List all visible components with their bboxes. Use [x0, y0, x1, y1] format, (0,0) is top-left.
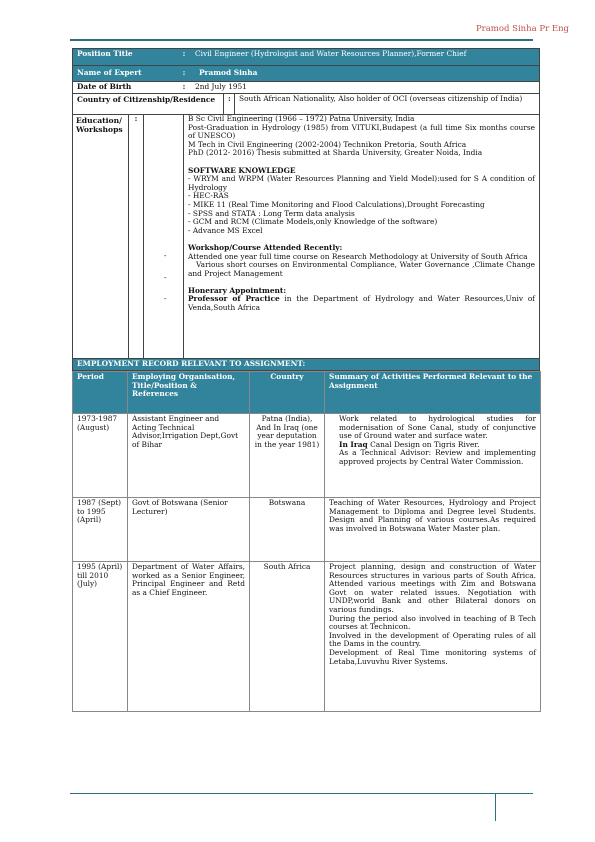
position-title-label: Position Title — [77, 49, 133, 58]
software-item: - GCM and RCM (Climate Models,only Knowledge of the software) — [188, 217, 438, 227]
software-item: - SPSS and STATA : Long Term data analysis — [188, 208, 355, 218]
date-of-birth-colon: : — [182, 82, 186, 91]
row-summary — [325, 414, 541, 498]
expert-name-label: Name of Expert — [77, 68, 142, 77]
software-item: - Advance MS Excel — [188, 225, 263, 235]
education-line: M Tech in Civil Engineering (2002-2004) Technikon Pretoria, South Africa — [188, 139, 467, 149]
column-header-summary: Summary of Activities Performed Relevant to the Assignment — [325, 372, 541, 414]
header-rule — [70, 39, 533, 41]
education-label: Education/Workshops — [73, 115, 129, 358]
honorary-heading: Honerary Appointment: — [188, 285, 287, 295]
row-period: 1973-1987 (August) — [73, 414, 128, 498]
expert-name-value: Pramod Sinha — [199, 68, 258, 77]
row-period: 1987 (Sept) to 1995 (April) — [73, 498, 128, 562]
employment-table-header — [73, 372, 541, 414]
workshop-bullet-2: - — [164, 273, 167, 282]
table-row — [73, 562, 541, 712]
workshop-bullet-1: - — [164, 251, 167, 260]
position-title-value: Civil Engineer (Hydrologist and Water Resources Planner),Former Chief — [195, 49, 467, 58]
education-line: Post-Graduation in Hydrology (1985) from VITUKI,Budapest (a full time Six months course of UNESCO) — [188, 122, 535, 141]
position-title-row — [72, 48, 540, 66]
workshop-item: Various short courses on Environmental Compliance, Water Governance ,Climate Change and Project Management — [188, 260, 535, 278]
summary-paragraph: As a Technical Advisor: Review and implementing approved projects by Central Water Commission. — [339, 448, 536, 466]
summary-text: Canal Design on Tigris River. — [367, 439, 480, 449]
summary-paragraph: Work related to hydrological studies for modernisation of Sone Canal, study of conjunctive use of Ground water and surface water. — [339, 414, 536, 441]
header-author-name: Pramod Sinha Pr Eng — [475, 24, 569, 34]
workshop-item: Attended one year full time course on Research Methodology at University of South Africa — [188, 251, 528, 261]
row-period: 1995 (April) till 2010 (July) — [73, 562, 128, 712]
position-title-colon: : — [182, 49, 186, 58]
expert-name-row — [72, 66, 540, 82]
workshop-bullet-3: - — [164, 294, 167, 303]
row-organisation: Department of Water Affairs, worked as a Senior Engineer, Principal Engineer and Retd as a Chief Engineer. — [128, 562, 250, 712]
row-organisation: Assistant Engineer and Acting Technical Advisor,Irrigation Dept,Govt of Bihar — [128, 414, 250, 498]
summary-paragraph: During the period also involved in teaching of B Tech courses at Technicon. — [329, 613, 536, 632]
footer-divider — [495, 793, 496, 821]
summary-paragraph: Project planning, design and construction of Water Resources structures in various parts of South Africa. Attended various meetings with Zim and Botswana Govt on water related issues. Negotiation with UNDP,world Bank and other Bilateral donors on various fundings. — [329, 562, 536, 614]
workshop-heading: Workshop/Course Attended Recently: — [188, 242, 343, 252]
education-colon: : — [129, 115, 144, 358]
education-line: PhD (2012- 2016) Thesis submitted at Sharda University, Greater Noida, India — [188, 148, 483, 158]
citizenship-label: Country of Citizenship/Residence — [77, 95, 216, 104]
employment-record-heading-row — [72, 359, 540, 371]
column-header-period: Period — [73, 372, 128, 414]
summary-emphasis: In Iraq — [339, 439, 368, 449]
software-knowledge-heading: SOFTWARE KNOWLEDGE — [188, 165, 296, 175]
date-of-birth-row — [72, 82, 540, 94]
software-item: - MIKE 11 (Real Time Monitoring and Flood Calculations),Drought Forecasting — [188, 199, 485, 209]
summary-paragraph: Teaching of Water Resources, Hydrology and Project Management to Diploma and Degree level Students. Design and Planning of various courses.As required was involved in Botswana Water Master plan. — [329, 498, 536, 533]
software-item: - HEC-RAS — [188, 191, 229, 201]
table-row — [73, 498, 541, 562]
summary-paragraph: Involved in the development of Operating rules of all the Dams in the country. — [329, 630, 536, 649]
employment-record-heading: EMPLOYMENT RECORD RELEVANT TO ASSIGNMENT: — [77, 359, 306, 368]
row-organisation: Govt of Botswana (Senior Lecturer) — [128, 498, 250, 562]
employment-table — [72, 371, 541, 712]
honorary-detail: in the Department of Hydrology and Water Resources,Univ of Venda,South Africa — [188, 294, 535, 313]
column-header-country: Country — [250, 372, 325, 414]
education-section — [72, 115, 540, 359]
citizenship-value: South African Nationality, Also holder of OCI (overseas citizenship of India) — [239, 94, 523, 103]
citizenship-row — [72, 94, 540, 115]
table-row — [73, 414, 541, 498]
row-country: South Africa — [250, 562, 325, 712]
education-bullet-column — [144, 115, 184, 358]
summary-paragraph: Development of Real Time monitoring systems of Letaba,Luvuvhu River Systems. — [329, 647, 536, 666]
honorary-role: Professor of Practice — [188, 294, 280, 304]
date-of-birth-value: 2nd July 1951 — [195, 82, 247, 91]
citizenship-colon: : — [223, 94, 235, 114]
row-summary — [325, 562, 541, 712]
education-content — [184, 115, 539, 358]
cv-document — [72, 48, 540, 712]
education-line: B Sc Civil Engineering (1966 – 1972) Patna University, India — [188, 114, 415, 123]
column-header-organisation: Employing Organisation, Title/Position & References — [128, 372, 250, 414]
honorary-text — [188, 295, 535, 312]
footer-rule — [70, 793, 533, 794]
row-country: Patna (India), And In Iraq (one year deputation in the year 1981) — [250, 414, 325, 498]
date-of-birth-label: Date of Birth — [77, 82, 132, 91]
expert-name-colon: : — [182, 68, 186, 77]
row-country: Botswana — [250, 498, 325, 562]
software-item: - WRYM and WRPM (Water Resources Planning and Yield Model):used for S A condition of Hydrology — [188, 174, 535, 192]
row-summary — [325, 498, 541, 562]
